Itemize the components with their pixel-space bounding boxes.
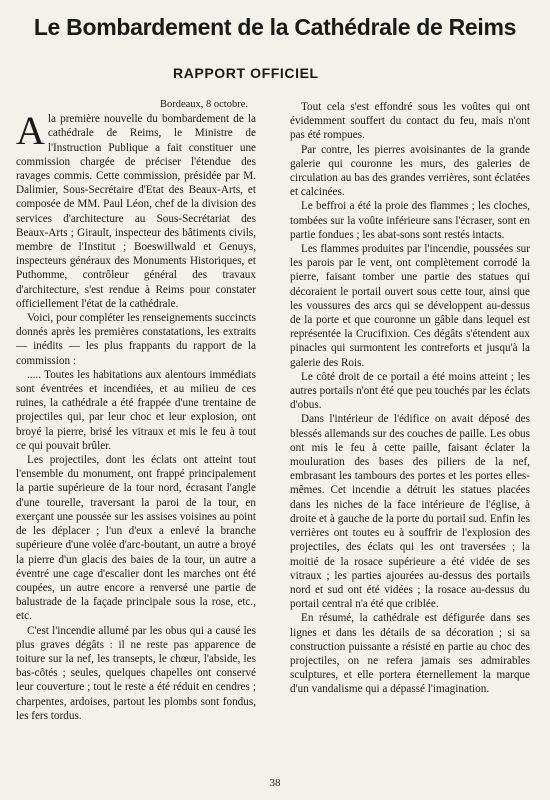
paragraph-text: la première nouvelle du bombardement de la cathédrale de Reims, le Ministre de l'Instruction Publique a fait constituer une commission chargée de préciser l'étendue des ravages commis. Cette commission, présidée par M. Dalimier, Sous-Secrétaire d'Etat des Beaux-Arts, et composée de MM. Paul Léon, chef de la division des services d'architecture au Sous-Secrétariat des Beaux-Arts ; Girault, inspecteur des bâtiments civils, membre de l'Institut ; Boeswillwald et Genuys, inspecteurs généraux des Monuments Historiques, et Puthomme, contrôleur général des travaux d'architecture, s'est rendue à Reims pour constater officiellement l'état de la cathédrale. <box>16 113 256 310</box>
paragraph-intro <box>16 108 256 311</box>
left-column <box>16 98 256 723</box>
paragraph: Les projectiles, dont les éclats ont atteint tout l'ensemble du monument, ont frappé principalement la partie supérieure de la tour nord, écrasant l'angle d'une tourelle, traversant la paroi de la tour, en exerçant une poussée sur les assises voisines au point de les déplacer ; l'un d'eux a enlevé la branche supérieure d'une volée d'arc-boutant, un autre a broyé la pierre d'un glacis des baies de la tour, un autre a éventré une cage d'escalier dont les marches ont été coupées, un autre encore a renversé une partie de balustrade de la façade principale sous la rose, etc., etc. <box>16 454 256 623</box>
drop-cap: A <box>16 108 45 154</box>
dateline: Bordeaux, 8 octobre. <box>159 99 248 110</box>
paragraph: Les flammes produites par l'incendie, poussées sur les parois par le vent, ont complètement corrodé la pierre, faisant tomber une partie des statues qui décoraient le portail ouvert sous cette tour, ainsi que les voussures des arcs qui se développent au-dessus de la porte et que couronne un gâble dans lequel est représentée la Crucifixion. Ces dégâts s'étendent aux pinacles qui surmontent les contreforts et jusqu'à la galerie des Rois. <box>290 243 530 369</box>
page-number: 38 <box>269 777 281 789</box>
paragraph: C'est l'incendie allumé par les obus qui a causé les plus graves dégâts : il ne reste pas apparence de toiture sur la nef, les transepts, le chœur, l'abside, les bas-côtés ; seules, quelques chapelles ont conservé leur couverture ; tout le reste a été réduit en cendres ; charpentes, ardoises, partout les plombs sont fondus, les fers tordus. <box>16 624 256 722</box>
paragraph: ..... Toutes les habitations aux alentours immédiats sont éventrées et incendiées, et au milieu de ces ruines, la cathédrale a été frappée d'une trentaine de projectiles qui, par leur choc et leur explosion, ont broyé la pierre, brisé les vitraux et mis le feu à tout ce qui pouvait brûler. <box>16 368 256 452</box>
paragraph: Dans l'intérieur de l'édifice on avait déposé des blessés allemands sur des couches de paille. Les obus ont mis le feu à cette paille, faisant éclater la mouluration des bases des piliers de la nef, embrasant les tambours des portes et les portes elles-mêmes. Cet incendie a détruit les statues placées dans les niches de la face intérieure de l'église, à droite et à gauche de la porte du portail sud. Enfin les verrières ont toutes eu à souffrir de l'explosion des projectiles, des éclats qui les ont traversées ; la moitié de la rosace supérieure a été vidée de ses vitraux ; les parties ajourées au-dessus des portails nord et sud ont été vidées ; la rosace au-dessus du portail central n'a été que criblée. <box>290 413 530 611</box>
paragraph: En résumé, la cathédrale est défigurée dans ses lignes et dans les détails de sa décoration ; si sa construction puissante a résisté en partie au choc des projectiles, on ne refera jamais ses admirables sculptures, et elle portera éternellement la marque d'un vandalisme qui a dépassé l'imagination. <box>290 612 530 696</box>
report-subtitle: RAPPORT OFFICIEL <box>173 65 319 81</box>
right-column <box>290 100 530 697</box>
paragraph: Tout cela s'est effondré sous les voûtes qui ont évidemment souffert du contact du feu, mais n'ont pas été rompues. <box>290 101 530 142</box>
page-title: Le Bombardement de la Cathédrale de Reims <box>33 14 517 40</box>
paragraph: Voici, pour compléter les renseignements succincts donnés après les premières constatations, les extraits — inédits — les plus frappants du rapport de la commission : <box>16 312 256 367</box>
paragraph: Le côté droit de ce portail a été moins atteint ; les autres portails n'ont été que peu touchés par les éclats d'obus. <box>290 370 530 412</box>
paragraph: Le beffroi a été la proie des flammes ; les cloches, tombées sur la voûte inférieure sans l'écraser, sont en partie fondues ; les abat-sons sont restés intacts. <box>290 200 530 241</box>
paragraph: Par contre, les pierres avoisinantes de la grande galerie qui couronne les murs, des galeries de circulation au bas des grandes verrières, sont éclatées et calcinées. <box>290 143 530 199</box>
